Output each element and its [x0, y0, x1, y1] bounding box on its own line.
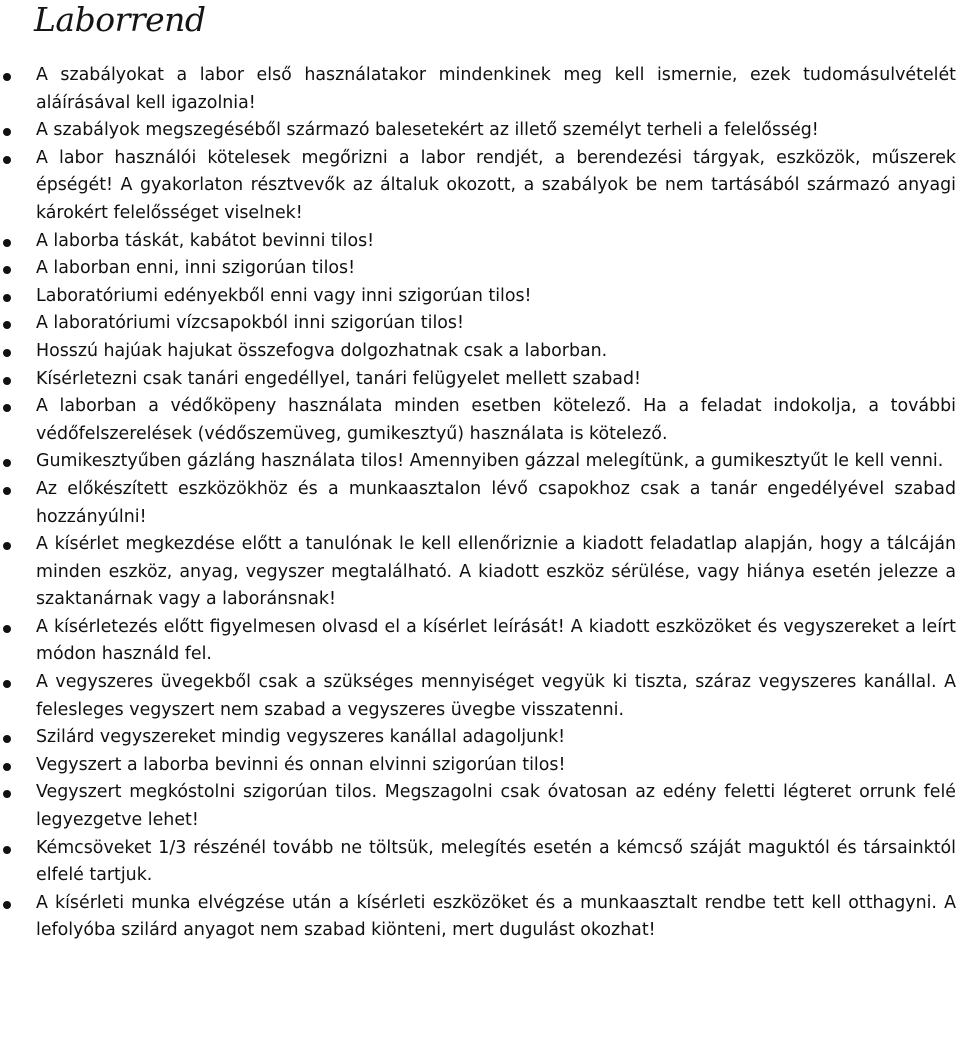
rule-text: A szabályokat a labor első használatakor mindenkinek meg kell ismernie, ezek tudomásulvételét aláírásával kell igazolnia!: [36, 65, 956, 113]
rule-text: A laborban enni, inni szigorúan tilos!: [36, 258, 356, 279]
document-title: Laborrend: [34, 0, 206, 39]
rule-text: A kísérletezés előtt figyelmesen olvasd el a kísérlet leírását! A kiadott eszközöket és vegyszereket a leírt módon használd fel.: [36, 616, 956, 665]
bullet-icon: [3, 901, 11, 909]
rule-item: [0, 448, 956, 476]
rule-text: A laborba táskát, kabátot bevinni tilos!: [36, 230, 375, 251]
bullet-icon: [3, 459, 11, 467]
bullet-icon: [3, 542, 11, 550]
rule-item: [0, 531, 956, 614]
bullet-icon: [3, 377, 11, 385]
rule-text: Gumikesztyűben gázláng használata tilos! Amennyiben gázzal melegítünk, a gumikesztyűt le kell venni.: [36, 451, 944, 472]
rule-item: [0, 669, 956, 724]
rule-text: A vegyszeres üvegekből csak a szükséges mennyiséget vegyük ki tiszta, száraz vegyszeres kanállal. A felesleges vegyszert nem szabad a vegyszeres üvegbe visszatenni.: [36, 672, 956, 720]
rule-text: Kémcsöveket 1/3 részénél tovább ne töltsük, melegítés esetén a kémcső száját maguktól és társainktól elfelé tartjuk.: [36, 837, 956, 886]
bullet-icon: [3, 846, 11, 854]
rule-text: A labor használói kötelesek megőrizni a labor rendjét, a berendezési tárgyak, eszközök, műszerek épségét! A gyakorlaton résztvevők az általuk okozott, a szabályok be nem tartásából származó anyagi károkért felelősséget viselnek!: [36, 147, 956, 223]
bullet-icon: [3, 321, 11, 329]
rule-item: [0, 724, 956, 752]
rule-text: A szabályok megszegéséből származó balesetekért az illető személyt terheli a felelősség!: [36, 120, 819, 141]
rule-text: A laborban a védőköpeny használata minden esetben kötelező. Ha a feladat indokolja, a további védőfelszerelések (védőszemüveg, gumikesztyű) használata is kötelező.: [36, 396, 956, 444]
rule-text: A kísérlet megkezdése előtt a tanulónak le kell ellenőriznie a kiadott feladatlap alapján, hogy a tálcáján minden eszköz, anyag, vegyszer megtalálható. A kiadott eszköz sérülése, vagy hiánya esetén jelezze a szaktanárnak vagy a laboránsnak!: [36, 534, 956, 610]
bullet-icon: [3, 487, 11, 495]
rule-text: A kísérleti munka elvégzése után a kísérleti eszközöket és a munkaasztalt rendbe tett kell otthagyni. A lefolyóba szilárd anyagot nem szabad kiönteni, mert dugulást okozhat!: [36, 892, 956, 941]
rule-text: Vegyszert megkóstolni szigorúan tilos. Megszagolni csak óvatosan az edény feletti légteret orrunk felé legyezgetve lehet!: [36, 782, 956, 831]
bullet-icon: [3, 239, 11, 247]
rule-text: Kísérletezni csak tanári engedéllyel, tanári felügyelet mellett szabad!: [36, 368, 641, 389]
bullet-icon: [3, 790, 11, 798]
rule-item: [0, 255, 956, 283]
rule-item: [0, 366, 956, 394]
bullet-icon: [3, 680, 11, 688]
bullet-icon: [3, 128, 11, 136]
rule-item: [0, 779, 956, 834]
rule-item: [0, 393, 956, 448]
rule-text: Vegyszert a laborba bevinni és onnan elvinni szigorúan tilos!: [36, 754, 566, 775]
rule-item: [0, 283, 956, 311]
rule-item: [0, 62, 956, 117]
bullet-icon: [3, 156, 11, 164]
rule-text: A laboratóriumi vízcsapokból inni szigorúan tilos!: [36, 313, 464, 334]
rule-text: Szilárd vegyszereket mindig vegyszeres kanállal adagoljunk!: [36, 727, 566, 748]
bullet-icon: [3, 763, 11, 771]
bullet-icon: [3, 266, 11, 274]
rule-item: [0, 835, 956, 890]
rule-text: Az előkészített eszközökhöz és a munkaasztalon lévő csapokhoz csak a tanár engedélyével szabad hozzányúlni!: [36, 478, 956, 527]
rule-text: Laboratóriumi edényekből enni vagy inni szigorúan tilos!: [36, 285, 532, 306]
rule-item: [0, 338, 956, 366]
bullet-icon: [3, 73, 11, 81]
bullet-icon: [3, 404, 11, 412]
rule-item: [0, 752, 956, 780]
bullet-icon: [3, 625, 11, 633]
bullet-icon: [3, 349, 11, 357]
rules-list: [0, 62, 956, 945]
rule-item: [0, 228, 956, 256]
rule-item: [0, 310, 956, 338]
rule-text: Hosszú hajúak hajukat összefogva dolgozhatnak csak a laborban.: [36, 340, 608, 361]
rule-item: [0, 614, 956, 669]
rule-item: [0, 476, 956, 531]
rule-item: [0, 890, 956, 945]
bullet-icon: [3, 735, 11, 743]
rule-item: [0, 117, 956, 145]
rule-item: [0, 145, 956, 228]
bullet-icon: [3, 294, 11, 302]
